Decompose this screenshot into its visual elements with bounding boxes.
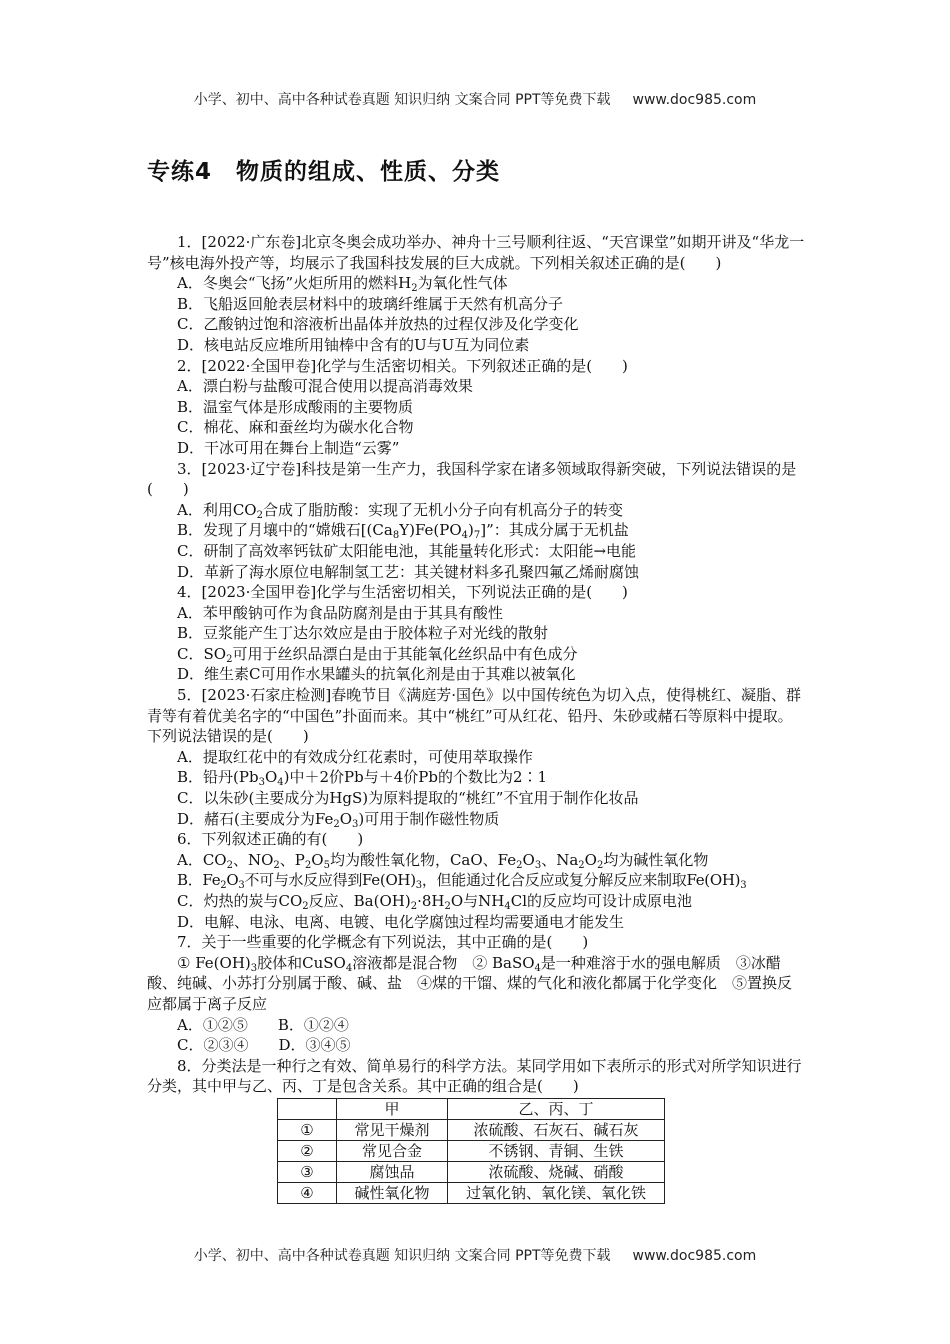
q2-option-b: B．温室气体是形成酸雨的主要物质 [177, 397, 414, 416]
question-2: 2．[2022·全国甲卷]化学与生活密切相关。下列叙述正确的是( ) [177, 356, 628, 375]
table-cell: ③ [278, 1161, 337, 1182]
q1-option-c: C．乙酸钠过饱和溶液析出晶体并放热的过程仅涉及化学变化 [177, 315, 579, 334]
q6-option-a: A．$CO_2$、$NO_2$、$P_2O_5$均为酸性氧化物，CaO、$Fe_2O_3$、$Na_2O_2$均为碱性氧化物 [177, 850, 709, 871]
table-cell: 过氧化钠、氧化镁、氧化铁 [448, 1182, 665, 1203]
page-footer [0, 1245, 950, 1265]
q3-stem: 科技是第一生产力，我国科学家在诸多领域取得新突破，下列说法错误的是( ) [147, 459, 797, 499]
q1-source: [2022·广东卷] [201, 233, 302, 251]
header-text: 小学、初中、高中各种试卷真题 知识归纳 文案合同 PPT等免费下载 [193, 92, 611, 108]
question-5: 5．[2023·石家庄检测]春晚节目《满庭芳·国色》以中国传统色为切入点，使得桃红、凝脂、群青等有着优美名字的“中国色”扑面而来。其中“桃红”可从红花、铅丹、朱砂或赭石等原料中提取。下列说法错误的是( ) [147, 686, 801, 746]
page-title: 专练4 物质的组成、性质、分类 [147, 159, 501, 185]
q4-stem: 化学与生活密切相关，下列说法正确的是( ) [316, 583, 628, 602]
q5-stem: 春晚节目《满庭芳·国色》以中国传统色为切入点，使得桃红、凝脂、群青等有着优美名字的“中国色”扑面而来。其中“桃红”可从红花、铅丹、朱砂或赭石等原料中提取。下列说法错误的是( ) [147, 686, 801, 746]
question-4: 4．[2023·全国甲卷]化学与生活密切相关，下列说法正确的是( ) [177, 583, 628, 602]
q3-source: [2023·辽宁卷] [201, 459, 302, 478]
table-cell: ① [278, 1119, 337, 1140]
q1-option-a: A．冬奥会“飞扬”火炬所用的燃料$H_2$为氧化性气体 [177, 274, 508, 295]
q3-option-d: D．革新了海水原位电解制氢工艺：其关键材料多孔聚四氟乙烯耐腐蚀 [177, 562, 640, 581]
table-cell: 不锈钢、青铜、生铁 [448, 1140, 665, 1161]
question-1: 1．[2022·广东卷]北京冬奥会成功举办、神舟十三号顺利往返、“天宫课堂”如期开讲及“华龙一号”核电海外投产等，均展示了我国科技发展的巨大成就。下列相关叙述正确的是( ) [147, 233, 805, 272]
q4-option-d: D．维生素C可用作水果罐头的抗氧化剂是由于其难以被氧化 [177, 665, 576, 684]
footer-url[interactable]: www.doc985.com [632, 1248, 757, 1264]
table-cell: ④ [278, 1182, 337, 1203]
table-cell: 碱性氧化物 [337, 1182, 448, 1203]
q6-option-d: D．电解、电泳、电离、电镀、电化学腐蚀过程均需要通电才能发生 [177, 912, 625, 931]
q2-source: [2022·全国甲卷] [201, 356, 317, 375]
q6-option-c: C．灼热的炭与$CO_2$反应、$Ba(OH)_2\cdot 8H_2O$与$NH_4Cl$的反应均可设计成原电池 [177, 892, 693, 912]
q4-option-c: C．$SO_2$可用于丝织品漂白是由于其能氧化丝织品中有色成分 [177, 644, 578, 665]
q5-source: [2023·石家庄检测] [201, 686, 332, 705]
table-row [278, 1182, 665, 1203]
q4-option-a: A．苯甲酸钠可作为食品防腐剂是由于其具有酸性 [177, 603, 503, 622]
table-row [278, 1140, 665, 1161]
table-cell: 浓硫酸、烧碱、硝酸 [448, 1161, 665, 1182]
q5-option-a: A．提取红花中的有效成分红花素时，可使用萃取操作 [177, 747, 533, 766]
q4-source: [2023·全国甲卷] [201, 583, 317, 602]
q1-option-b: B．飞船返回舱表层材料中的玻璃纤维属于天然有机高分子 [177, 294, 564, 313]
table-header-cell: 甲 [337, 1098, 448, 1119]
q2-option-d: D．干冰可用在舞台上制造“云雾” [177, 438, 400, 457]
q7-statements: ① $Fe(OH)_3$胶体和CuSO$_4$溶液都是混合物 ② BaSO$_4$是一种难溶于水的强电解质 ③冰醋酸、纯碱、小苏打分别属于酸、碱、盐 ④煤的干馏、煤的气化和液化都属于化学变化 ⑤置换反应都属于离子反应 [147, 953, 793, 1013]
table-header-cell: 乙、丙、丁 [448, 1098, 665, 1119]
q6-option-b: B．$Fe_2O_3$不可与水反应得到$Fe(OH)_3$，但能通过化合反应或复分解反应来制取$Fe(OH)_3$ [177, 871, 747, 892]
q1-stem: 北京冬奥会成功举办、神舟十三号顺利往返、“天宫课堂”如期开讲及“华龙一号”核电海外投产等，均展示了我国科技发展的巨大成就。下列相关叙述正确的是( ) [147, 233, 805, 272]
q5-option-b: B．铅丹$(Pb_3O_4)$中＋2价Pb与＋4价Pb的个数比为2∶1 [177, 768, 548, 789]
q3-option-b: B．发现了月壤中的“嫦娥石$[(Ca_8Y)Fe(PO_4)_7]$”：其成分属于无机盐 [177, 521, 629, 542]
q4-option-b: B．豆浆能产生丁达尔效应是由于胶体粒子对光线的散射 [177, 624, 549, 643]
table-cell: 常见合金 [337, 1140, 448, 1161]
q2-option-c: C．棉花、麻和蚕丝均为碳水化合物 [177, 418, 414, 437]
table-row [278, 1119, 665, 1140]
header-url[interactable]: www.doc985.com [632, 92, 757, 108]
q3-option-a: A．利用$CO_2$合成了脂肪酸：实现了无机小分子向有机高分子的转变 [177, 500, 623, 521]
q3-option-c: C．研制了高效率钙钛矿太阳能电池，其能量转化形式：太阳能→电能 [177, 541, 637, 560]
table-cell: 浓硫酸、石灰石、碱石灰 [448, 1119, 665, 1140]
page-header [0, 89, 950, 109]
table-header-row [278, 1098, 665, 1119]
q7-options-cd: C．②③④ D．③④⑤ [177, 1036, 351, 1055]
table-header-cell [278, 1098, 337, 1119]
question-3: 3．[2023·辽宁卷]科技是第一生产力，我国科学家在诸多领域取得新突破，下列说法错误的是( ) [147, 459, 797, 499]
q5-option-d: D．赭石(主要成分为$Fe_2O_3$)可用于制作磁性物质 [177, 809, 500, 830]
q2-option-a: A．漂白粉与盐酸可混合使用以提高消毒效果 [177, 377, 473, 396]
question-body [147, 232, 805, 1204]
question-7: 7．关于一些重要的化学概念有下列说法，其中正确的是( ) [177, 933, 589, 952]
question-8: 8．分类法是一种行之有效、简单易行的科学方法。某同学用如下表所示的形式对所学知识进行分类，其中甲与乙、丙、丁是包含关系。其中正确的组合是( ) [147, 1056, 802, 1096]
q7-options-ab: A．①②⑤ B．①②④ [177, 1015, 349, 1034]
table-cell: 常见干燥剂 [337, 1119, 448, 1140]
q1-option-d: D．核电站反应堆所用铀棒中含有的U与U互为同位素 [177, 335, 530, 354]
footer-text: 小学、初中、高中各种试卷真题 知识归纳 文案合同 PPT等免费下载 [193, 1248, 611, 1264]
question-6: 6．下列叙述正确的有( ) [177, 830, 364, 849]
table-row [278, 1161, 665, 1182]
q5-option-c: C．以朱砂(主要成分为HgS)为原料提取的“桃红”不宜用于制作化妆品 [177, 789, 639, 808]
q2-stem: 化学与生活密切相关。下列叙述正确的是( ) [316, 356, 628, 375]
table-cell: 腐蚀品 [337, 1161, 448, 1182]
table-cell: ② [278, 1140, 337, 1161]
classification-table [277, 1098, 665, 1204]
